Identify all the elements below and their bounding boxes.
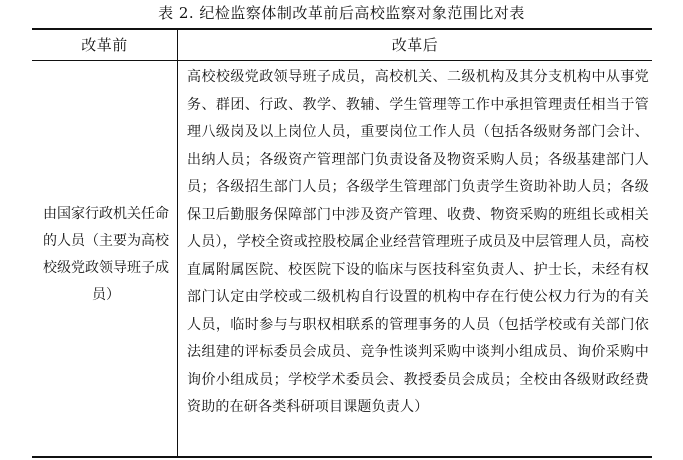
table-column-divider	[177, 29, 178, 456]
header-after: 改革后	[391, 36, 439, 54]
cell-after: 高校校级党政领导班子成员，高校机关、二级机构及其分支机构中从事党务、群团、行政、教学、教辅、学生管理等工作中承担管理责任相当于管理八级岗及以上岗位人员，重要岗位工作人员（包括各级财务部门会计、出纳人员；各级资产管理部门负责设备及物资采购人员；各级基建部门人员；各级招生部门人员；各级学生管理部门负责学生资助补助人员；各级保卫后勤服务保障部门中涉及资产管理、收费、物资采购的班组长或相关人员），学校全资或控股校属企业经营管理班子成员及中层管理人员，高校直属附属医院、校医院下设的临床与医技科室负责人、护士长，未经有权部门认定由学校或二级机构自行设置的机构中存在行使公权力行为的有关人员，临时参与与职权相联系的管理事务的人员（包括学校或有关部门依法组建的评标委员会成员、竞争性谈判采购中谈判小组成员、询价采购中询价小组成员；学校学术委员会、教授委员会成员；全校由各级财政经费资助的在研各类科研项目课题负责人）	[187, 69, 649, 415]
table-caption: 表 2. 纪检监察体制改革前后高校监察对象范围比对表	[158, 4, 525, 22]
cell-before: 由国家行政机关任命的人员（主要为高校校级党政领导班子成员）	[43, 206, 169, 303]
table-header-rule	[32, 60, 652, 61]
header-before: 改革前	[81, 36, 128, 54]
table-bottom-rule	[32, 456, 652, 458]
